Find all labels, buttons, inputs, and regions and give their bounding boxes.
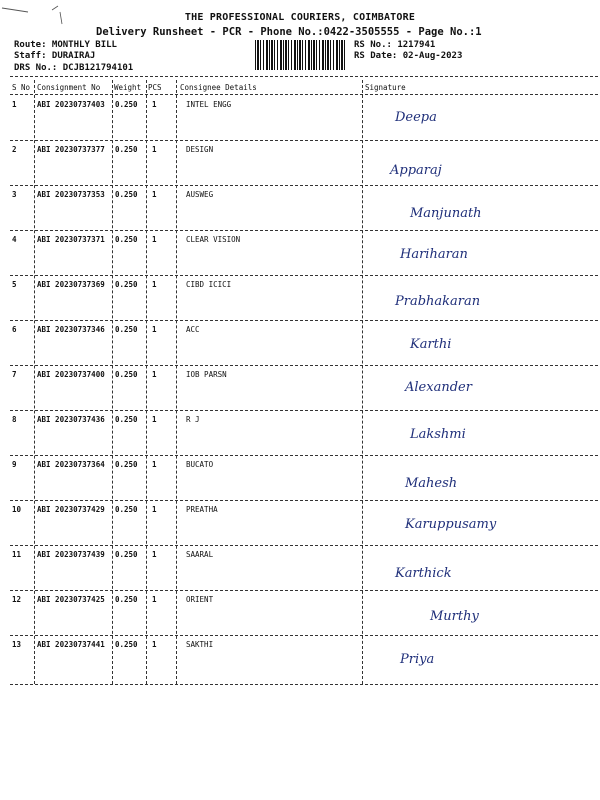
row-divider <box>10 320 598 321</box>
row-consignee: DESIGN <box>186 145 214 154</box>
row-consignment-no: ABI 20230737377 <box>37 145 105 154</box>
col-header-pcs: PCS <box>148 83 162 92</box>
row-signature: Hariharan <box>400 247 468 262</box>
row-consignment-no: ABI 20230737400 <box>37 370 105 379</box>
row-sno: 3 <box>12 190 17 199</box>
row-consignment-no: ABI 20230737364 <box>37 460 105 469</box>
row-pcs: 1 <box>152 550 157 559</box>
row-consignment-no: ABI 20230737369 <box>37 280 105 289</box>
row-divider <box>10 455 598 456</box>
row-weight: 0.250 <box>115 640 138 649</box>
row-pcs: 1 <box>152 460 157 469</box>
row-pcs: 1 <box>152 415 157 424</box>
row-sno: 7 <box>12 370 17 379</box>
row-consignment-no: ABI 20230737346 <box>37 325 105 334</box>
row-divider <box>10 140 598 141</box>
row-consignment-no: ABI 20230737353 <box>37 190 105 199</box>
col-header-consignment: Consignment No <box>37 83 101 92</box>
drs-label: DRS No.: DCJB121794101 <box>14 63 134 73</box>
row-signature: Mahesh <box>405 476 458 491</box>
row-consignee: ORIENT <box>186 595 214 604</box>
row-weight: 0.250 <box>115 325 138 334</box>
row-consignee: AUSWEG <box>186 190 214 199</box>
row-consignee: ACC <box>186 325 200 334</box>
row-sno: 11 <box>12 550 22 559</box>
row-signature: Deepa <box>395 110 437 125</box>
row-sno: 2 <box>12 145 17 154</box>
col-header-signature: Signature <box>365 83 406 92</box>
row-weight: 0.250 <box>115 280 138 289</box>
row-weight: 0.250 <box>115 145 138 154</box>
row-consignee: BUCATO <box>186 460 214 469</box>
row-weight: 0.250 <box>115 550 138 559</box>
barcode <box>255 40 347 70</box>
row-consignment-no: ABI 20230737403 <box>37 100 105 109</box>
row-consignment-no: ABI 20230737425 <box>37 595 105 604</box>
row-pcs: 1 <box>152 640 157 649</box>
row-divider <box>10 500 598 501</box>
row-sno: 5 <box>12 280 17 289</box>
row-divider <box>10 185 598 186</box>
col-header-weight: Weight <box>114 83 142 92</box>
row-pcs: 1 <box>152 235 157 244</box>
row-consignee: INTEL ENGG <box>186 100 232 109</box>
row-weight: 0.250 <box>115 460 138 469</box>
row-pcs: 1 <box>152 145 157 154</box>
col-header-sno: S No <box>12 83 31 92</box>
row-weight: 0.250 <box>115 595 138 604</box>
row-divider <box>10 275 598 276</box>
row-sno: 12 <box>12 595 22 604</box>
row-divider <box>10 230 598 231</box>
runsheet-subtitle: Delivery Runsheet - PCR - Phone No.:0422-3505555 - Page No.:1 <box>96 26 482 38</box>
row-pcs: 1 <box>152 190 157 199</box>
row-consignment-no: ABI 20230737441 <box>37 640 105 649</box>
col-header-consignee: Consignee Details <box>180 83 257 92</box>
staff-label: Staff: DURAIRAJ <box>14 51 96 61</box>
row-consignee: CIBD ICICI <box>186 280 232 289</box>
row-pcs: 1 <box>152 370 157 379</box>
route-label: Route: MONTHLY BILL <box>14 40 117 50</box>
row-signature: Karthick <box>395 566 452 581</box>
row-signature: Manjunath <box>410 206 482 221</box>
row-divider <box>10 635 598 636</box>
row-signature: Apparaj <box>390 163 442 178</box>
row-sno: 6 <box>12 325 17 334</box>
col-divider <box>176 80 177 684</box>
col-divider <box>362 80 363 684</box>
row-weight: 0.250 <box>115 100 138 109</box>
row-weight: 0.250 <box>115 415 138 424</box>
row-consignment-no: ABI 20230737439 <box>37 550 105 559</box>
rs-number: RS No.: 1217941 <box>354 40 436 50</box>
row-weight: 0.250 <box>115 190 138 199</box>
row-consignee: CLEAR VISION <box>186 235 241 244</box>
company-title: THE PROFESSIONAL COURIERS, COIMBATORE <box>184 12 416 23</box>
rs-date: RS Date: 02-Aug-2023 <box>354 51 463 61</box>
row-consignment-no: ABI 20230737371 <box>37 235 105 244</box>
row-consignment-no: ABI 20230737429 <box>37 505 105 514</box>
header-rule-bottom <box>10 94 598 95</box>
col-divider <box>34 80 35 684</box>
row-signature: Karuppusamy <box>405 517 497 532</box>
row-signature: Alexander <box>405 380 472 395</box>
row-sno: 4 <box>12 235 17 244</box>
row-weight: 0.250 <box>115 370 138 379</box>
row-consignee: PREATHA <box>186 505 218 514</box>
col-divider <box>146 80 147 684</box>
row-divider <box>10 365 598 366</box>
row-consignee: R J <box>186 415 200 424</box>
row-pcs: 1 <box>152 595 157 604</box>
row-pcs: 1 <box>152 280 157 289</box>
row-consignment-no: ABI 20230737436 <box>37 415 105 424</box>
table-bottom-rule <box>10 684 598 685</box>
row-signature: Prabhakaran <box>395 294 481 309</box>
row-divider <box>10 590 598 591</box>
row-pcs: 1 <box>152 505 157 514</box>
row-consignee: SAKTHI <box>186 640 214 649</box>
row-consignee: IOB PARSN <box>186 370 227 379</box>
row-pcs: 1 <box>152 325 157 334</box>
row-divider <box>10 410 598 411</box>
header-rule-top <box>10 76 598 77</box>
row-pcs: 1 <box>152 100 157 109</box>
row-weight: 0.250 <box>115 505 138 514</box>
row-consignee: SAARAL <box>186 550 214 559</box>
row-signature: Priya <box>400 652 435 667</box>
row-signature: Karthi <box>410 337 452 352</box>
row-sno: 8 <box>12 415 17 424</box>
row-divider <box>10 545 598 546</box>
row-sno: 9 <box>12 460 17 469</box>
row-weight: 0.250 <box>115 235 138 244</box>
col-divider <box>112 80 113 684</box>
row-signature: Murthy <box>430 609 479 624</box>
row-sno: 10 <box>12 505 22 514</box>
row-signature: Lakshmi <box>410 427 466 442</box>
row-sno: 1 <box>12 100 17 109</box>
row-sno: 13 <box>12 640 22 649</box>
